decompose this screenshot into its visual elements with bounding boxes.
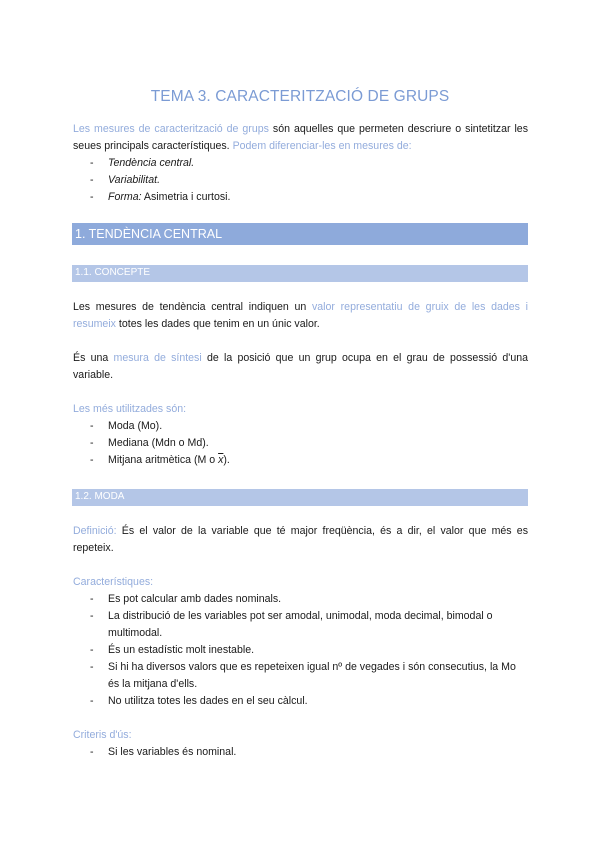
list-item: - Si les variables és nominal. <box>73 744 528 761</box>
text-run: totes les dades que tenim en un únic valor. <box>115 318 320 330</box>
used-list <box>73 418 528 469</box>
list-item <box>73 452 528 469</box>
section-heading-bar <box>72 223 528 245</box>
criteria-label: Criteris d'ús: <box>73 729 132 741</box>
list-item: - Es pot calcular amb dades nominals. <box>73 591 528 608</box>
intro-lead: Les mesures de caracterització de grups <box>73 123 269 135</box>
item-rest: Asimetria i curtosi. <box>141 191 231 203</box>
x-bar-symbol: $\overline{x}$ <box>218 454 224 466</box>
item-text: Mitjana aritmètica (M o <box>108 454 219 466</box>
used-label: Les més utilitzades són: <box>73 403 187 415</box>
moda-definition <box>73 523 528 557</box>
subsection-heading: 1.2. MODA <box>75 491 125 502</box>
highlight-text: valor representatiu de gruix de les dades i resumeix <box>73 301 528 330</box>
item-label: Variabilitat. <box>108 174 161 186</box>
item-label: Tendència central. <box>108 157 195 169</box>
concept-paragraph-2 <box>73 350 528 384</box>
text-run: Les mesures de tendència central indiquen un <box>73 301 312 313</box>
intro-paragraph <box>73 121 528 155</box>
list-item: - Mediana (Mdn o Md). <box>73 435 528 452</box>
intro-list <box>73 155 528 206</box>
list-item: - És un estadístic molt inestable. <box>73 642 528 659</box>
list-item: - No utilitza totes les dades en el seu càlcul. <box>73 693 528 710</box>
subsection-heading: 1.1. CONCEPTE <box>75 267 151 278</box>
item-label: Forma: <box>108 191 142 203</box>
list-item <box>73 189 528 206</box>
section-heading: 1. TENDÈNCIA CENTRAL <box>75 227 223 241</box>
subsection-heading-bar <box>72 265 528 282</box>
text-run: de la posició que un grup ocupa en el grau de possessió d'una variable. <box>73 352 528 381</box>
text-run: És una <box>73 352 114 364</box>
intro-rest: són aquelles que permeten descriure o sintetitzar les seues principals característiques. <box>73 123 528 152</box>
highlight-text: mesura de síntesi <box>113 352 202 364</box>
intro-diff: Podem diferenciar-les en mesures de: <box>229 140 412 152</box>
characteristics-label: Característiques: <box>73 576 154 588</box>
characteristics-list <box>73 591 528 710</box>
criteria-list <box>73 744 528 761</box>
subsection-heading-bar <box>72 489 528 506</box>
concept-paragraph-1 <box>73 299 528 333</box>
definition-text: És el valor de la variable que té major freqüència, és a dir, el valor que més es repeteix. <box>73 525 528 554</box>
item-close: ). <box>223 454 230 466</box>
page-title: TEMA 3. CARACTERITZACIÓ DE GRUPS <box>150 88 450 105</box>
definition-label: Definició: <box>73 525 117 537</box>
list-item: - Moda (Mo). <box>73 418 528 435</box>
list-item: - La distribució de les variables pot ser amodal, unimodal, moda decimal, bimodal o multimodal. <box>73 608 528 642</box>
list-item <box>73 172 528 189</box>
list-item: - Si hi ha diversos valors que es repeteixen igual nº de vegades i són consecutius, la Mo és la mitjana d'ells. <box>73 659 528 693</box>
list-item <box>73 155 528 172</box>
